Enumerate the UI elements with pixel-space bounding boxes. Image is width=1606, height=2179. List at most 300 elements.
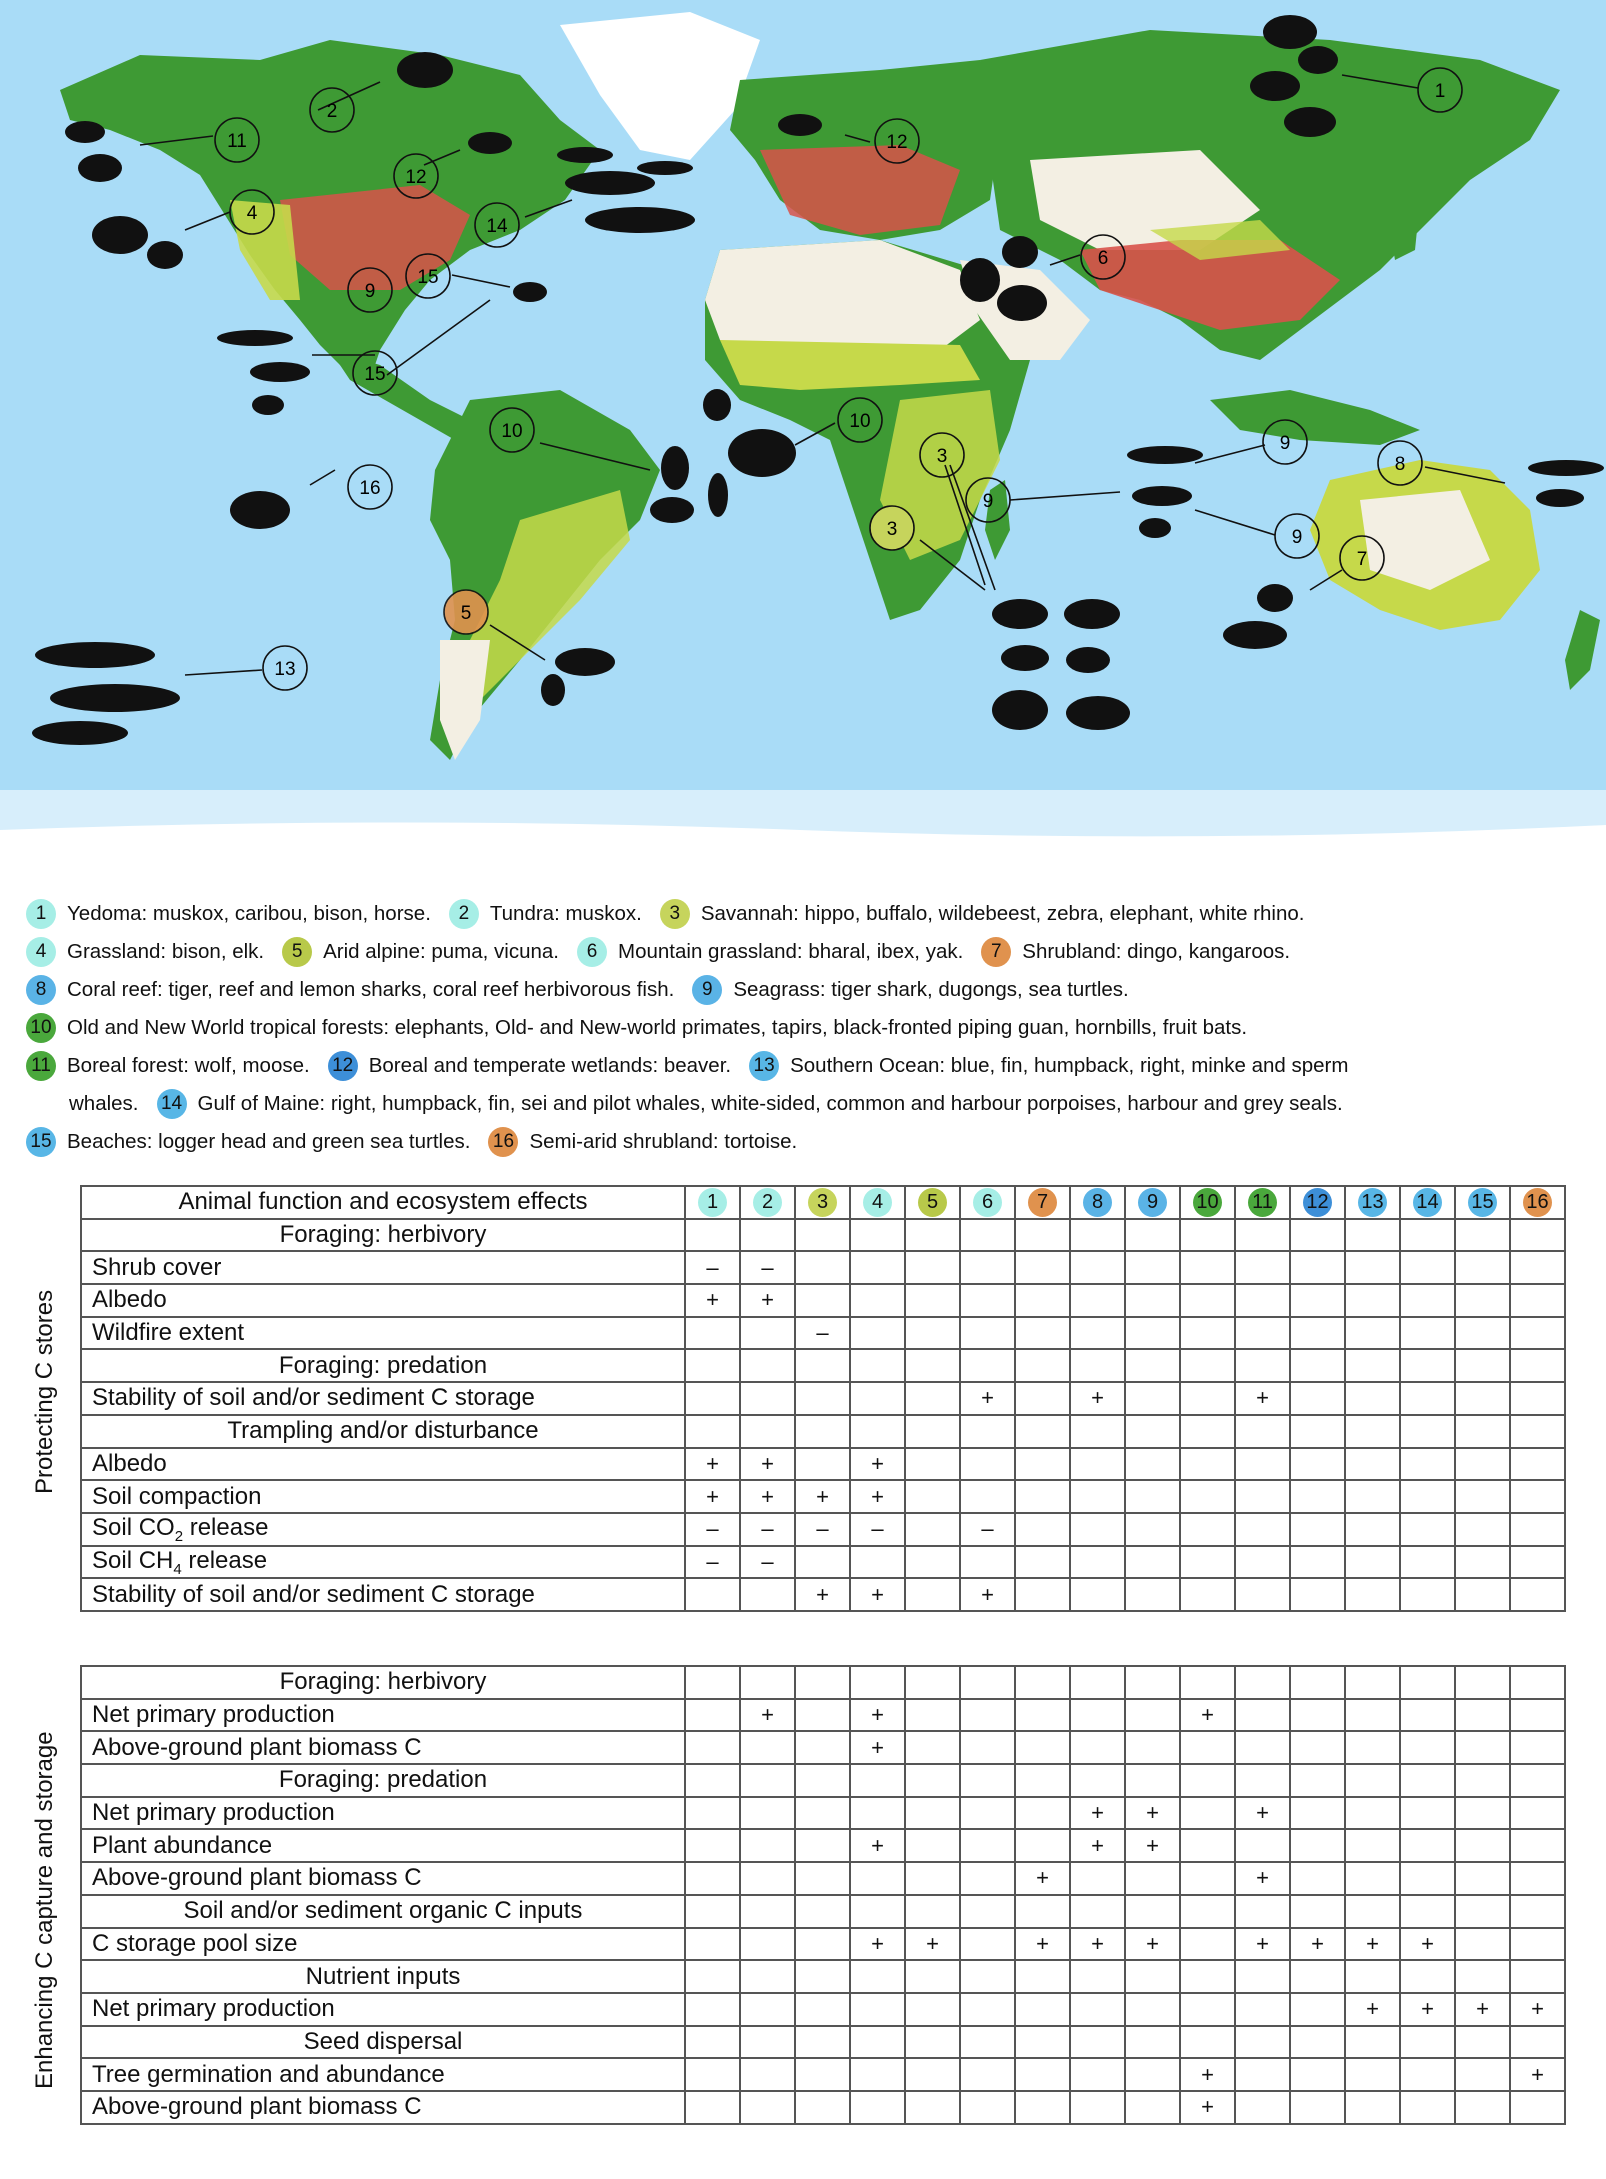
effect-cell [905,1731,960,1764]
effect-cell [1015,1448,1070,1481]
table-row [81,1317,1565,1350]
effect-cell [1290,1764,1345,1797]
effect-cell [1290,1862,1345,1895]
legend-text: Southern Ocean: blue, fin, humpback, right, minke and sperm [790,1054,1349,1077]
effect-cell [905,2091,960,2124]
effect-cell [1290,1829,1345,1862]
table-row [81,2058,1565,2091]
effect-cell [1345,1480,1400,1513]
effect-cell [1290,1578,1345,1611]
legend-text: Boreal forest: wolf, moose. [67,1054,310,1077]
whale-silhouette-maine-2 [585,207,695,233]
effect-cell: – [850,1513,905,1546]
effect-cell [905,1284,960,1317]
effect-cell: + [1400,1928,1455,1961]
effect-cell [1400,1284,1455,1317]
category-label: Nutrient inputs [81,1960,685,1993]
effect-cell [1070,1317,1125,1350]
effect-cell [1345,1284,1400,1317]
effect-cell [1015,1829,1070,1862]
bharal-silhouette [1002,236,1038,268]
effect-cell: + [685,1448,740,1481]
effect-cell: + [850,1829,905,1862]
table-category-row [81,1960,1565,1993]
effect-cell [1015,1251,1070,1284]
map-marker-text: 13 [274,659,296,680]
effect-cell [1125,2026,1180,2059]
effect-cell [1400,1513,1455,1546]
effect-cell [1235,1993,1290,2026]
bison-silhouette [92,216,148,254]
effect-cell: + [1180,2091,1235,2124]
effect-label: Tree germination and abundance [81,2058,685,2091]
effect-cell [1180,1960,1235,1993]
bat-silhouette [703,389,731,421]
effect-cell [1290,1513,1345,1546]
effect-cell [1290,2058,1345,2091]
effect-cell [1180,1993,1235,2026]
legend-entry [26,971,674,1009]
region-badge: 5 [282,937,312,967]
effect-cell [1125,1513,1180,1546]
effect-cell [795,1666,850,1699]
effect-cell [905,2058,960,2091]
effect-cell: – [795,1317,850,1350]
effect-cell [1400,1578,1455,1611]
effect-cell [960,1317,1015,1350]
wildebeest-silhouette [1001,645,1049,671]
legend-text: Mountain grassland: bharal, ibex, yak. [618,940,964,963]
effect-cell [1510,1731,1565,1764]
region-legend [26,895,1586,1161]
effect-cell [1400,2058,1455,2091]
effect-cell [1180,1382,1235,1415]
effect-cell [1070,1578,1125,1611]
buffalo-silhouette [1064,599,1120,629]
legend-text: whales. [69,1092,139,1115]
effect-cell: + [1400,1993,1455,2026]
effect-cell [1180,1895,1235,1928]
protecting-c-stores-table [80,1185,1566,1612]
effect-cell [1455,1895,1510,1928]
column-badge: 1 [698,1188,727,1217]
effect-cell: + [1125,1928,1180,1961]
effect-cell [850,1862,905,1895]
map-marker-text: 9 [364,281,376,302]
effect-cell: + [905,1928,960,1961]
effect-cell [740,1731,795,1764]
reef-fish-silhouette [1536,489,1584,507]
caribou-silhouette [1298,46,1338,74]
whale-silhouette-south-1 [35,642,155,668]
legend-text: Grassland: bison, elk. [67,940,265,963]
map-marker-text: 2 [326,101,338,122]
column-header [1400,1186,1455,1219]
effect-cell [1345,1578,1400,1611]
effect-cell [1015,1666,1070,1699]
column-header [1235,1186,1290,1219]
table-row [81,1797,1565,1830]
table-category-row [81,1415,1565,1448]
effect-cell [685,1764,740,1797]
effect-cell [740,2091,795,2124]
effect-cell [1345,2058,1400,2091]
legend-text: Shrubland: dingo, kangaroos. [1022,940,1291,963]
effect-cell [1400,1546,1455,1579]
effect-cell: + [960,1382,1015,1415]
effect-cell [1290,1251,1345,1284]
region-badge: 2 [449,899,479,929]
effect-cell [1070,1895,1125,1928]
table-category-row [81,1764,1565,1797]
effect-cell [1015,2091,1070,2124]
legend-entry [282,933,559,971]
region-badge: 14 [157,1089,187,1119]
legend-entry [69,1085,139,1123]
effect-cell [1070,1546,1125,1579]
column-badge: 14 [1413,1188,1442,1217]
effect-cell [905,1829,960,1862]
effect-cell [1345,1829,1400,1862]
effect-cell: + [795,1480,850,1513]
effect-cell [1455,1862,1510,1895]
effect-cell [1070,1666,1125,1699]
effect-cell [960,2091,1015,2124]
effect-cell [1510,1578,1565,1611]
legend-text: Seagrass: tiger shark, dugongs, sea turtles. [733,978,1129,1001]
effect-cell: + [740,1448,795,1481]
effect-cell [1235,1513,1290,1546]
category-label: Foraging: predation [81,1764,685,1797]
effect-cell: + [1070,1829,1125,1862]
map-marker-text: 3 [936,446,948,467]
legend-text: Boreal and temperate wetlands: beaver. [368,1054,732,1077]
beaver-silhouette [468,132,512,154]
effect-cell [1510,1960,1565,1993]
effect-label: Plant abundance [81,1829,685,1862]
effect-cell [1180,2026,1235,2059]
effect-cell [1180,1284,1235,1317]
effect-cell [1290,1960,1345,1993]
effect-cell [795,1284,850,1317]
effect-cell [1180,1928,1235,1961]
effect-cell [960,1251,1015,1284]
whale-silhouette-south-2 [50,684,180,712]
effect-cell [850,2058,905,2091]
effect-cell [850,1960,905,1993]
effect-cell [1235,2026,1290,2059]
effect-cell: – [740,1513,795,1546]
dugong-silhouette-indian [1132,486,1192,506]
effect-cell [1455,1251,1510,1284]
effect-cell [1235,1251,1290,1284]
effect-cell [685,1928,740,1961]
effect-cell [1070,1699,1125,1732]
effect-cell: + [1070,1382,1125,1415]
effect-cell [1345,2026,1400,2059]
effect-cell [905,1448,960,1481]
column-badge: 13 [1358,1188,1387,1217]
effect-cell: + [1510,2058,1565,2091]
effect-cell: + [1070,1797,1125,1830]
effect-cell [1235,1219,1290,1252]
effect-cell [960,2026,1015,2059]
effect-cell [1455,1797,1510,1830]
effect-label [81,1513,685,1546]
column-header [850,1186,905,1219]
effect-cell [740,1415,795,1448]
muskox-silhouette-yedoma [1250,71,1300,101]
map-marker-text: 12 [405,167,427,188]
effect-cell [1015,1382,1070,1415]
column-header [1015,1186,1070,1219]
legend-line [26,1123,1586,1161]
region-badge: 1 [26,899,56,929]
effect-cell [905,1797,960,1830]
effect-cell: – [740,1251,795,1284]
effect-cell [1125,1895,1180,1928]
effect-cell [1455,1960,1510,1993]
effect-label: Net primary production [81,1993,685,2026]
effect-cell: + [960,1578,1015,1611]
effect-cell [1510,1928,1565,1961]
effect-cell [1070,1513,1125,1546]
effect-cell [1290,1546,1345,1579]
effect-cell [905,1382,960,1415]
column-badge: 3 [808,1188,837,1217]
effect-cell [1400,2091,1455,2124]
tapir-silhouette [650,497,694,523]
effect-cell [1235,1349,1290,1382]
effect-cell [1125,1284,1180,1317]
effect-label: Stability of soil and/or sediment C storage [81,1578,685,1611]
column-badge: 9 [1138,1188,1167,1217]
effect-cell [740,1862,795,1895]
effect-cell [1510,1415,1565,1448]
effect-cell [905,1764,960,1797]
effect-cell [1070,1415,1125,1448]
effect-cell: + [1125,1797,1180,1830]
effect-cell [1235,1895,1290,1928]
effect-cell [740,1382,795,1415]
effect-cell [1015,1699,1070,1732]
effect-cell [1125,1731,1180,1764]
effect-cell [1510,1829,1565,1862]
region-badge: 16 [488,1127,518,1157]
effect-cell [1455,1349,1510,1382]
table-row [81,1829,1565,1862]
effect-cell [1180,1764,1235,1797]
effect-cell [1015,1480,1070,1513]
effect-cell [960,1731,1015,1764]
effect-cell [1125,1764,1180,1797]
effect-cell [1125,2058,1180,2091]
effect-cell [1015,1219,1070,1252]
region-badge: 8 [26,975,56,1005]
map-marker-text: 4 [246,203,258,224]
effect-cell [1345,1862,1400,1895]
map-marker-text: 10 [849,411,871,432]
effect-cell [1180,1862,1235,1895]
effect-cell [795,1349,850,1382]
column-badge: 4 [863,1188,892,1217]
effect-cell [850,1666,905,1699]
effect-cell [905,1317,960,1350]
effect-cell [850,1251,905,1284]
region-badge: 13 [749,1051,779,1081]
effect-cell [1180,1731,1235,1764]
map-marker-text: 10 [501,421,523,442]
effect-cell [905,1666,960,1699]
column-badge: 7 [1028,1188,1057,1217]
effect-cell [1180,1415,1235,1448]
table-category-row [81,1666,1565,1699]
effect-cell [1400,1731,1455,1764]
effect-label: Soil compaction [81,1480,685,1513]
horse-silhouette [1284,107,1336,137]
effect-cell [1180,1666,1235,1699]
effect-cell [1400,1862,1455,1895]
effect-cell [960,1480,1015,1513]
effect-cell [1455,1928,1510,1961]
effect-label [81,1546,685,1579]
table-row [81,1862,1565,1895]
effect-cell [1290,1895,1345,1928]
effect-cell [905,1349,960,1382]
effect-cell [1345,1317,1400,1350]
table-row [81,2091,1565,2124]
effect-cell: – [960,1513,1015,1546]
effect-cell [685,1317,740,1350]
table-category-row [81,1219,1565,1252]
whale-silhouette-south-3 [32,721,128,745]
column-badge: 6 [973,1188,1002,1217]
zebra-silhouette [1066,647,1110,673]
effect-cell [740,1219,795,1252]
effect-label-subscript: 4 [173,1560,182,1578]
effect-cell [1510,1219,1565,1252]
dugong-silhouette [250,362,310,382]
effect-cell [1510,1251,1565,1284]
effect-cell [1400,1960,1455,1993]
bison-silhouette-yedoma [1263,15,1317,49]
elk-silhouette [147,241,183,269]
effect-cell [850,1764,905,1797]
legend-text: Tundra: muskox. [489,902,642,925]
effect-cell [1400,1448,1455,1481]
effect-cell [1125,1993,1180,2026]
table-row [81,1284,1565,1317]
turtle-silhouette-indian [1139,518,1171,538]
effect-cell [1345,1546,1400,1579]
effect-cell [740,1349,795,1382]
effect-cell: + [1345,1993,1400,2026]
legend-entry [26,1123,470,1161]
effect-cell [1400,1895,1455,1928]
table-row [81,1513,1565,1546]
map-marker-text: 9 [982,491,994,512]
effect-cell [1125,1415,1180,1448]
shark-silhouette-coral [1528,460,1604,476]
effect-cell: + [1235,1382,1290,1415]
effect-cell [1400,1382,1455,1415]
effect-cell [960,1699,1015,1732]
column-header [1455,1186,1510,1219]
legend-entry [449,895,642,933]
effect-cell [1455,2058,1510,2091]
effect-cell [685,2026,740,2059]
dolphin-silhouette [637,161,693,175]
effect-cell [1345,1960,1400,1993]
effect-cell [905,1219,960,1252]
effect-cell [1510,1480,1565,1513]
effect-cell [795,1546,850,1579]
effect-cell [1070,1219,1125,1252]
effect-cell [1015,1317,1070,1350]
effect-cell [1345,1513,1400,1546]
table-row [81,1699,1565,1732]
effect-cell [795,1928,850,1961]
effect-cell [1015,1731,1070,1764]
effect-cell [905,2026,960,2059]
effect-cell [685,2091,740,2124]
effect-cell [1510,1317,1565,1350]
effect-cell: + [1235,1862,1290,1895]
effect-cell [960,1546,1015,1579]
effect-cell [905,1993,960,2026]
effect-cell [1400,1480,1455,1513]
effect-cell [685,1382,740,1415]
effect-cell [795,2058,850,2091]
effect-label: Net primary production [81,1699,685,1732]
table-row [81,1546,1565,1579]
map-marker-text: 14 [486,216,508,237]
effect-cell [795,1219,850,1252]
effect-cell [850,2091,905,2124]
effect-cell [1125,1480,1180,1513]
effect-cell [1180,1251,1235,1284]
effect-cell [850,1993,905,2026]
category-label: Seed dispersal [81,2026,685,2059]
effect-cell [1455,1513,1510,1546]
table-row [81,1251,1565,1284]
effect-cell [1510,1513,1565,1546]
map-marker-text: 9 [1279,433,1291,454]
effect-cell [1125,1317,1180,1350]
table-row [81,1731,1565,1764]
effect-cell [1510,2091,1565,2124]
effect-cell [1345,2091,1400,2124]
effect-cell [685,1415,740,1448]
effect-cell [1125,1862,1180,1895]
effect-cell [1400,1797,1455,1830]
region-badge: 3 [660,899,690,929]
effect-cell [1510,1382,1565,1415]
effect-cell [1345,1251,1400,1284]
effect-cell [1125,1699,1180,1732]
table-category-row [81,1349,1565,1382]
map-marker-text: 8 [1394,454,1406,475]
legend-line [26,971,1586,1009]
map-marker-text: 7 [1356,549,1368,570]
effect-cell [1455,1284,1510,1317]
legend-text: Savannah: hippo, buffalo, wildebeest, zebra, elephant, white rhino. [700,902,1305,925]
effect-cell [740,1829,795,1862]
effect-cell [1455,1546,1510,1579]
effect-cell [740,1764,795,1797]
effect-cell [685,1862,740,1895]
effect-cell: + [1455,1993,1510,2026]
